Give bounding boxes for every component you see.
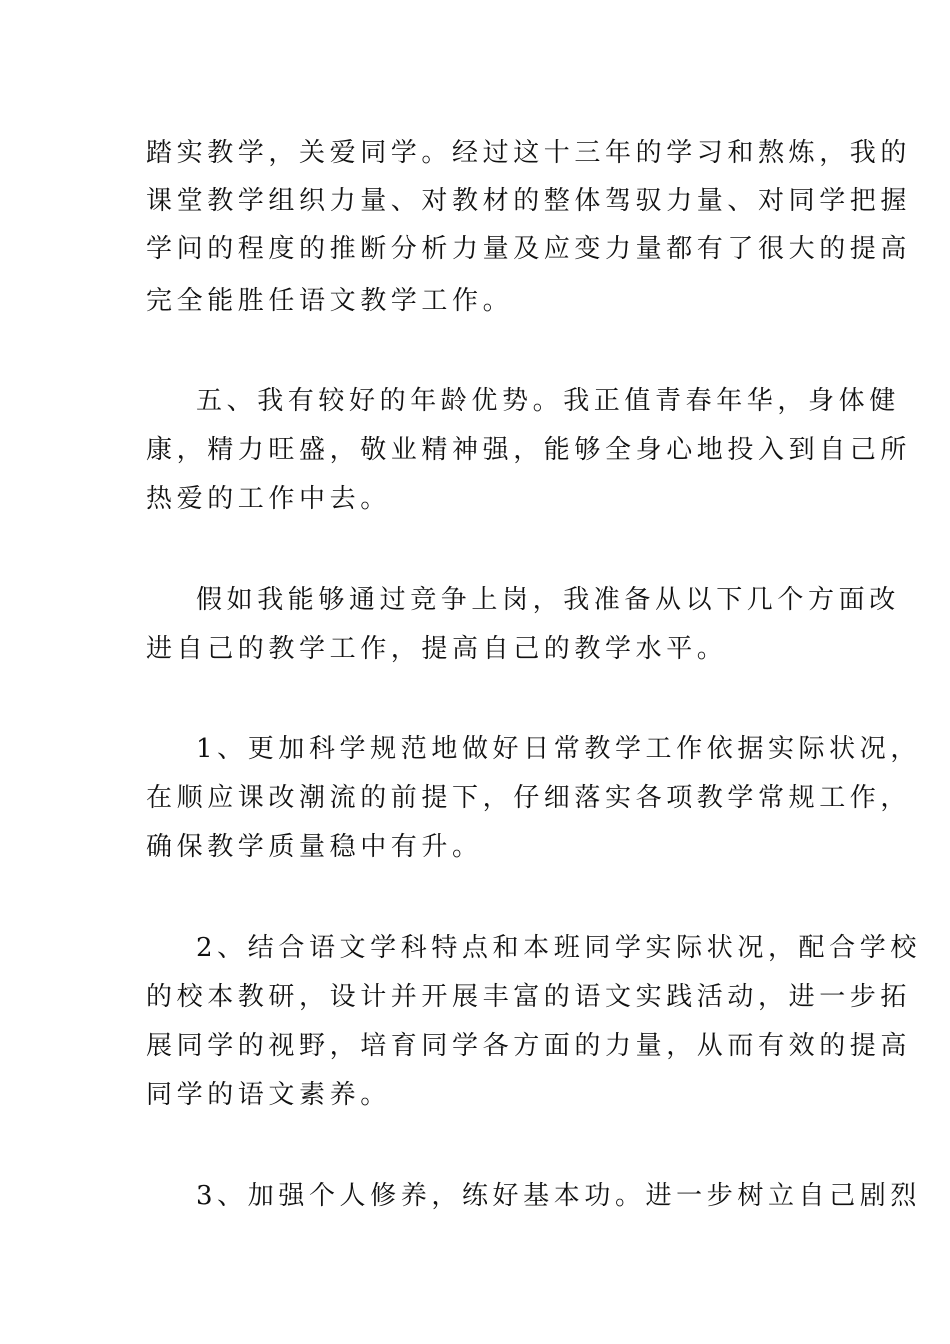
paragraph-1-line-3: 学问的程度的推断分析力量及应变力量都有了很大的提高 (146, 234, 912, 264)
paragraph-2-line-1: 五、我有较好的年龄优势。我正值青春年华，身体健 (196, 386, 900, 416)
paragraph-2-line-2: 康，精力旺盛，敬业精神强，能够全身心地投入到自己所 (146, 435, 912, 465)
paragraph-4-line-3: 确保教学质量稳中有升。 (146, 832, 483, 862)
paragraph-1-line-4: 完全能胜任语文教学工作。 (146, 286, 514, 316)
paragraph-6-line-1: 3、加强个人修养，练好基本功。进一步树立自己剧烈 (196, 1181, 921, 1211)
paragraph-1-line-1: 踏实教学，关爱同学。经过这十三年的学习和熬炼，我的 (146, 138, 912, 168)
paragraph-5-line-1: 2、结合语文学科特点和本班同学实际状况，配合学校 (196, 933, 921, 963)
paragraph-2-line-3: 热爱的工作中去。 (146, 484, 391, 514)
paragraph-5-line-2: 的校本教研，设计并开展丰富的语文实践活动，进一步拓 (146, 982, 912, 1012)
paragraph-1-line-2: 课堂教学组织力量、对教材的整体驾驭力量、对同学把握 (146, 186, 912, 216)
paragraph-3-line-1: 假如我能够通过竞争上岗，我准备从以下几个方面改 (196, 585, 900, 615)
paragraph-5-line-4: 同学的语文素养。 (146, 1080, 391, 1110)
paragraph-4-line-1: 1、更加科学规范地做好日常教学工作依据实际状况， (196, 734, 921, 764)
paragraph-3-line-2: 进自己的教学工作，提高自己的教学水平。 (146, 634, 728, 664)
paragraph-4-line-2: 在顺应课改潮流的前提下，仔细落实各项教学常规工作， (146, 783, 912, 813)
paragraph-5-line-3: 展同学的视野，培育同学各方面的力量，从而有效的提高 (146, 1031, 912, 1061)
